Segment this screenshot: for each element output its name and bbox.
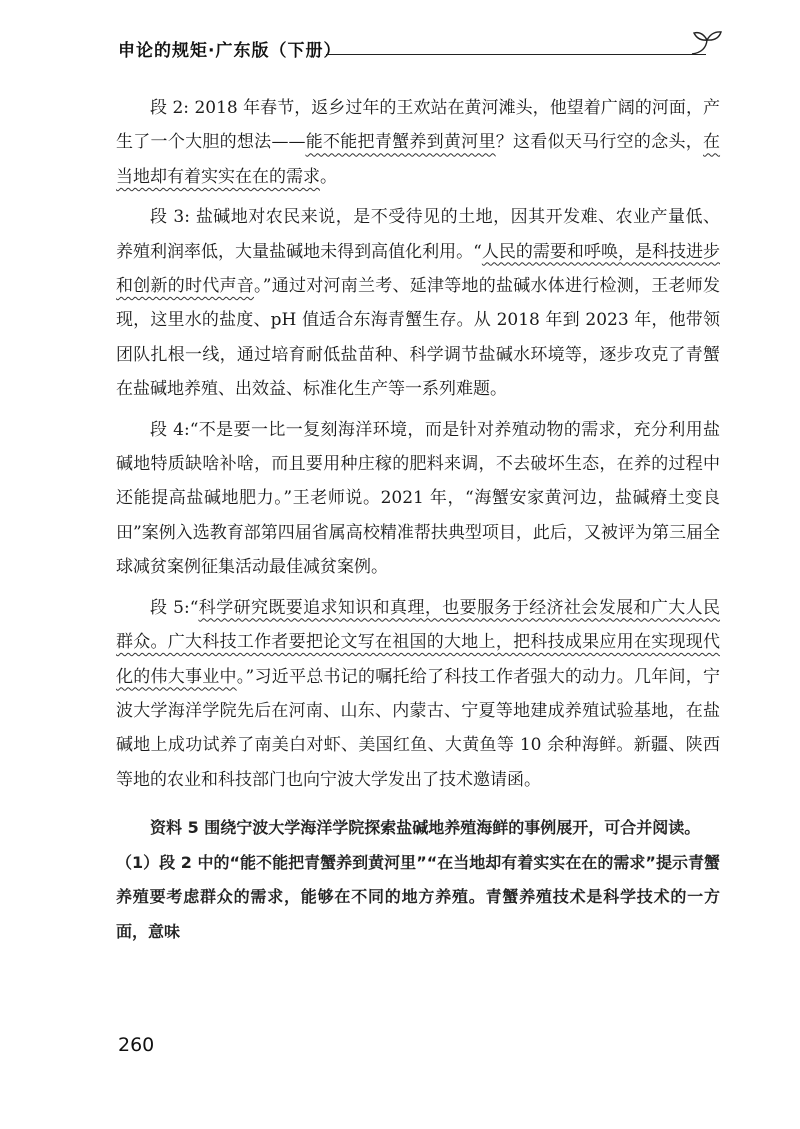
paragraph-4: 段 4:“不是要一比一复刻海洋环境，而是针对养殖动物的需求，充分利用盐碱地特质缺啥补啥，而且要用种庄稼的肥料来调，不去破坏生态，在养的过程中还能提高盐碱地肥力。”王老师说。2021 年，“海蟹安家黄河边，盐碱瘠土变良田”案例入选教育部第四届省属高校精准帮扶典型项目，此后，又被评为第三届全球减贫案例征集活动最佳减贫案例。	[116, 419, 720, 578]
paragraph-3: 段 3: 盐碱地对农民来说，是不受待见的土地，因其开发难、农业产量低、养殖利润率低，大量盐碱地未得到高值化利用。“人民的需要和呼唤，是科技进步和创新的时代声音。”通过对河南兰考、延津等地的盐碱水体进行检测，王老师发现，这里水的盐度、pH 值适合东海青蟹生存。从 2018 年到 2023 年，他带领团队扎根一线，通过培育耐低盐苗种、科学调节盐碱水环境等，逐步攻克了青蟹在盐碱地养殖、出效益、标准化生产等一系列难题。	[116, 207, 720, 400]
header-rule	[326, 54, 706, 55]
page-number: 260	[118, 1034, 155, 1056]
sprout-icon	[690, 28, 724, 58]
running-header	[118, 28, 718, 68]
paragraph-5: 段 5:“科学研究既要追求知识和真理，也要服务于经济社会发展和广大人民群众。广大科技工作者要把论文写在祖国的大地上，把科技成果应用在实现现代化的伟大事业中。”习近平总书记的嘱托给了科技工作者强大的动力。几年间，宁波大学海洋学院先后在河南、山东、内蒙古、宁夏等地建成养殖试验基地，在盐碱地上成功试养了南美白对虾、美国红鱼、大黄鱼等 10 余种海鲜。新疆、陕西等地的农业和科技部门也向宁波大学发出了技术邀请函。	[116, 597, 721, 790]
analysis-section	[116, 811, 720, 949]
analysis-intro: 资料 5 围绕宁波大学海洋学院探索盐碱地养殖海鲜的事例展开，可合并阅读。	[150, 818, 701, 838]
paragraph-2: 段 2: 2018 年春节，返乡过年的王欢站在黄河滩头，他望着广阔的河面，产生了一个大胆的想法——能不能把青蟹养到黄河里？这看似天马行空的念头，在当地却有着实实在在的需求。	[116, 98, 721, 187]
book-title: 申论的规矩·广东版（下册）	[118, 41, 342, 61]
body-text	[116, 91, 720, 949]
analysis-point-1: （1）段 2 中的“能不能把青蟹养到黄河里”“在当地却有着实实在在的需求”提示青蟹养殖要考虑群众的需求，能够在不同的地方养殖。青蟹养殖技术是科学技术的一方面，意味	[116, 852, 720, 941]
